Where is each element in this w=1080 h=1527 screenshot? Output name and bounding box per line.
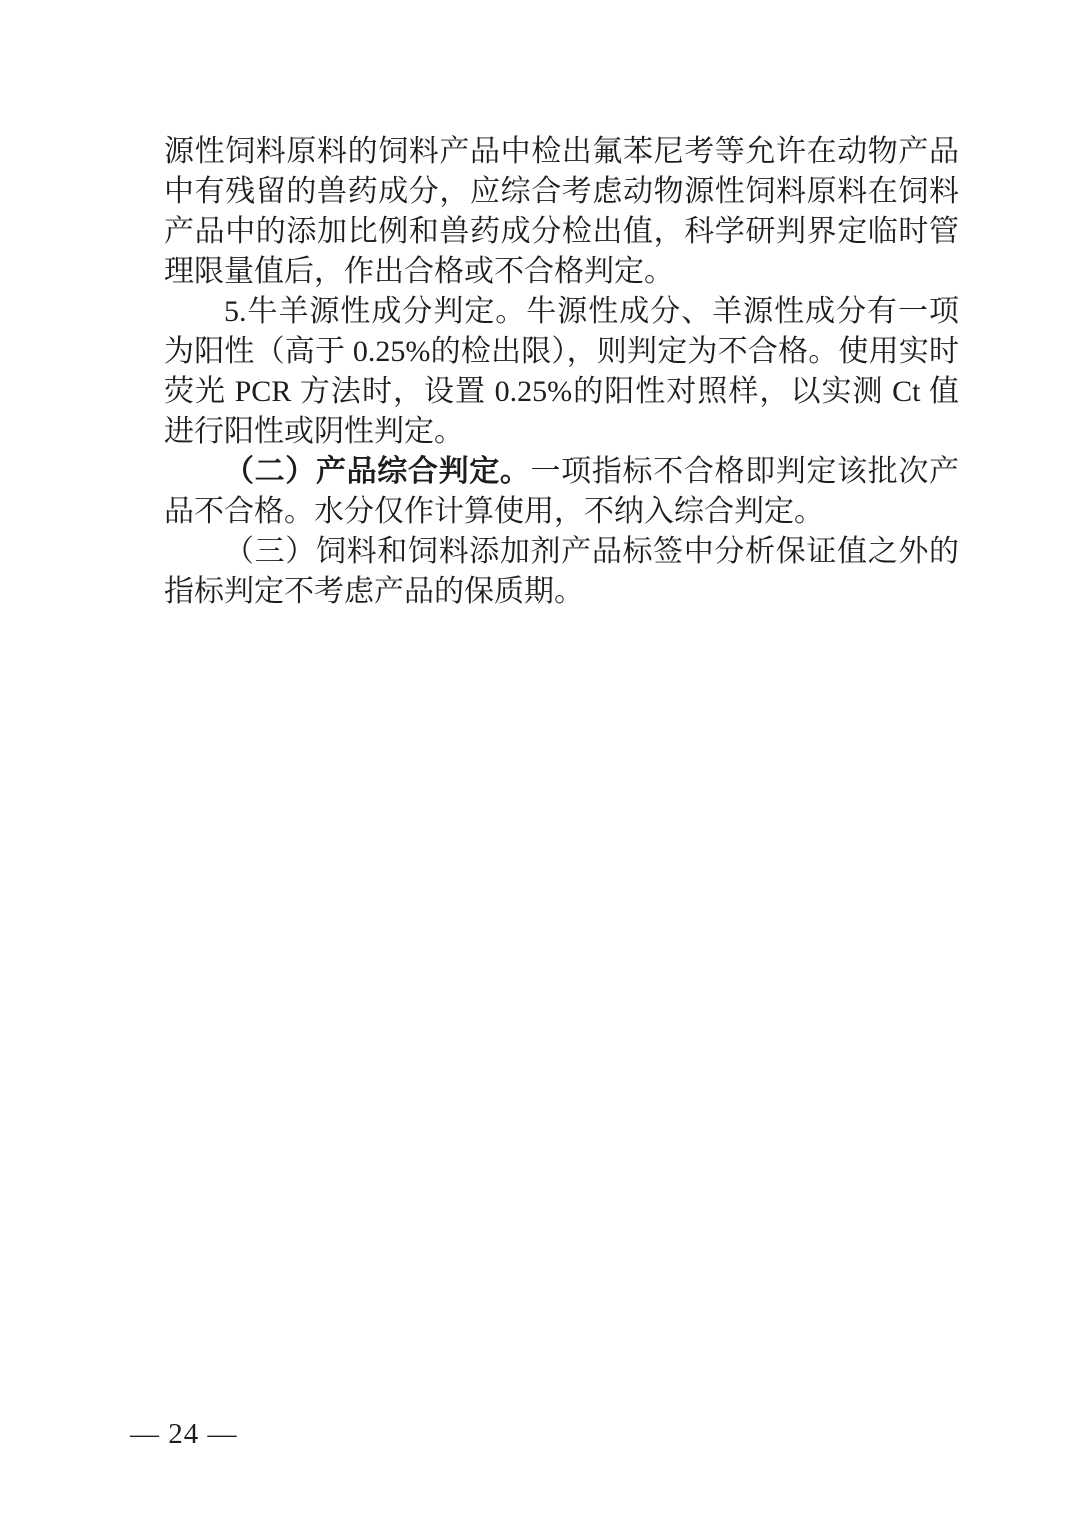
- page-number: — 24 —: [130, 1418, 238, 1450]
- text-block: [164, 132, 959, 612]
- paragraph: [164, 292, 959, 452]
- paragraph-text: 一项指标不合格即判定该批次产品不合格。水分仅作计算使用，不纳入综合判定。: [164, 455, 960, 528]
- paragraph-text: 源性饲料原料的饲料产品中检出氟苯尼考等允许在动物产品中有残留的兽药成分，应综合考虑动物源性饲料原料在饲料产品中的添加比例和兽药成分检出值，科学研判界定临时管理限量值后，作出合格或不合格判定。: [164, 135, 959, 288]
- paragraph: [164, 132, 959, 292]
- paragraph: [164, 452, 959, 532]
- paragraph-heading-bold: （二）产品综合判定。: [224, 455, 531, 488]
- paragraph: [164, 532, 959, 612]
- paragraph-text: 5.牛羊源性成分判定。牛源性成分、羊源性成分有一项为阳性（高于 0.25%的检出限），则判定为不合格。使用实时荧光 PCR 方法时，设置 0.25%的阳性对照样，以实测 Ct 值进行阳性或阴性判定。: [164, 295, 959, 448]
- paragraph-text: （三）饲料和饲料添加剂产品标签中分析保证值之外的指标判定不考虑产品的保质期。: [164, 535, 959, 608]
